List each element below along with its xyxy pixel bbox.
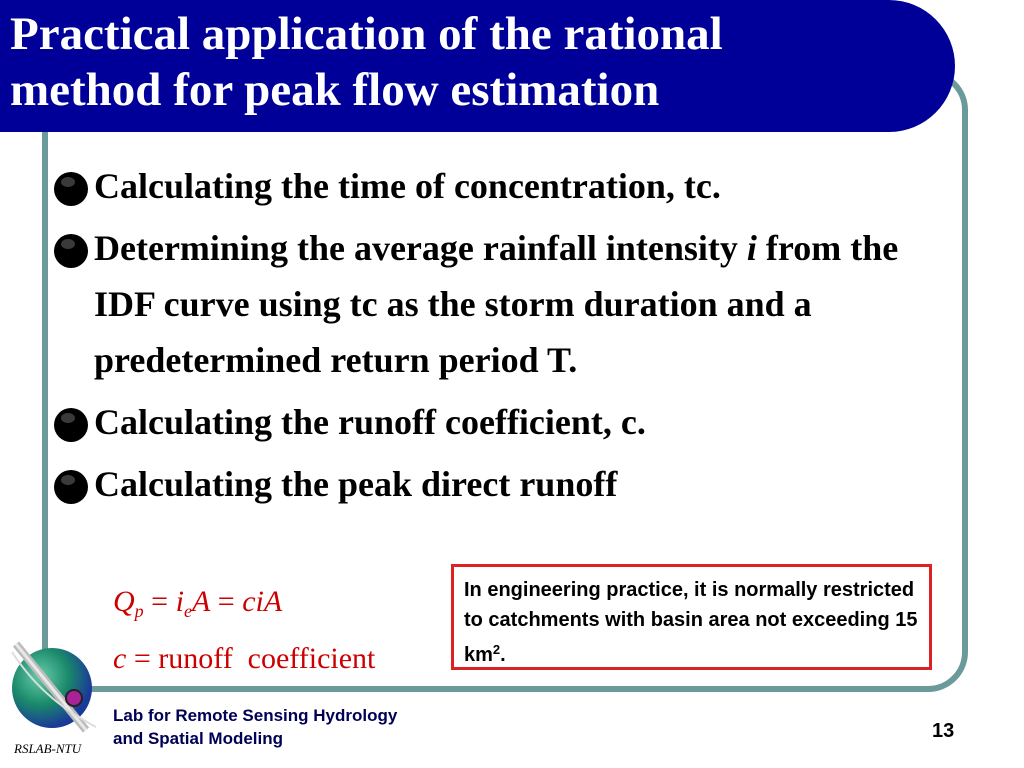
title-line-1: Practical application of the rational bbox=[10, 8, 723, 60]
formula-runoff-coefficient bbox=[113, 641, 375, 677]
bullet-text-cont: from the IDF curve using tc as the storm duration and a predetermined return period T. bbox=[94, 228, 899, 380]
formula-peak-runoff bbox=[113, 584, 282, 629]
title-bar bbox=[0, 0, 955, 132]
bullet-dot-icon bbox=[54, 172, 88, 206]
rslab-logo-icon bbox=[8, 632, 98, 742]
slide-title bbox=[10, 6, 723, 118]
bullet-item bbox=[54, 220, 966, 388]
formula-eq: = bbox=[210, 585, 243, 618]
formula-sub-e: e bbox=[183, 601, 192, 621]
bullet-dot-icon bbox=[54, 408, 88, 442]
formula-text: runoff coefficient bbox=[158, 642, 376, 675]
bullet-dot-icon bbox=[54, 470, 88, 504]
bullet-item bbox=[54, 394, 966, 450]
title-line-2: method for peak flow estimation bbox=[10, 64, 660, 116]
note-text-end: . bbox=[500, 644, 506, 666]
formula-sub-p: p bbox=[134, 601, 144, 621]
bullet-italic-var: i bbox=[746, 228, 757, 268]
formula-var-q: Q bbox=[113, 585, 135, 618]
formula-eq: = bbox=[143, 585, 176, 618]
page-number: 13 bbox=[932, 720, 955, 742]
footer-line-1: Lab for Remote Sensing Hydrology bbox=[113, 706, 398, 725]
formula-eq: = bbox=[126, 642, 159, 675]
bullet-text: Determining the average rainfall intensity bbox=[94, 228, 747, 268]
logo-text: RSLAB-NTU bbox=[14, 741, 82, 756]
bullet-text: Calculating the time of concentration, tc. bbox=[94, 166, 721, 206]
note-box bbox=[451, 564, 932, 670]
formula-var-i: i bbox=[175, 585, 184, 618]
footer-line-2: and Spatial Modeling bbox=[113, 729, 284, 748]
bullet-text: Calculating the peak direct runoff bbox=[94, 464, 618, 504]
bullet-dot-icon bbox=[54, 234, 88, 268]
note-superscript: 2 bbox=[492, 642, 501, 657]
bullet-item bbox=[54, 456, 966, 512]
formula-var-c: c bbox=[113, 642, 127, 675]
note-text: In engineering practice, it is normally restricted to catchments with basin area not exceeding 15 km bbox=[464, 579, 918, 666]
bullet-item bbox=[54, 158, 966, 214]
footer-lab-name bbox=[113, 704, 397, 750]
formula-var-a: A bbox=[191, 585, 211, 618]
formula-cia: ciA bbox=[242, 585, 283, 618]
bullet-text: Calculating the runoff coefficient, c. bbox=[94, 402, 646, 442]
bullet-list bbox=[54, 158, 966, 518]
